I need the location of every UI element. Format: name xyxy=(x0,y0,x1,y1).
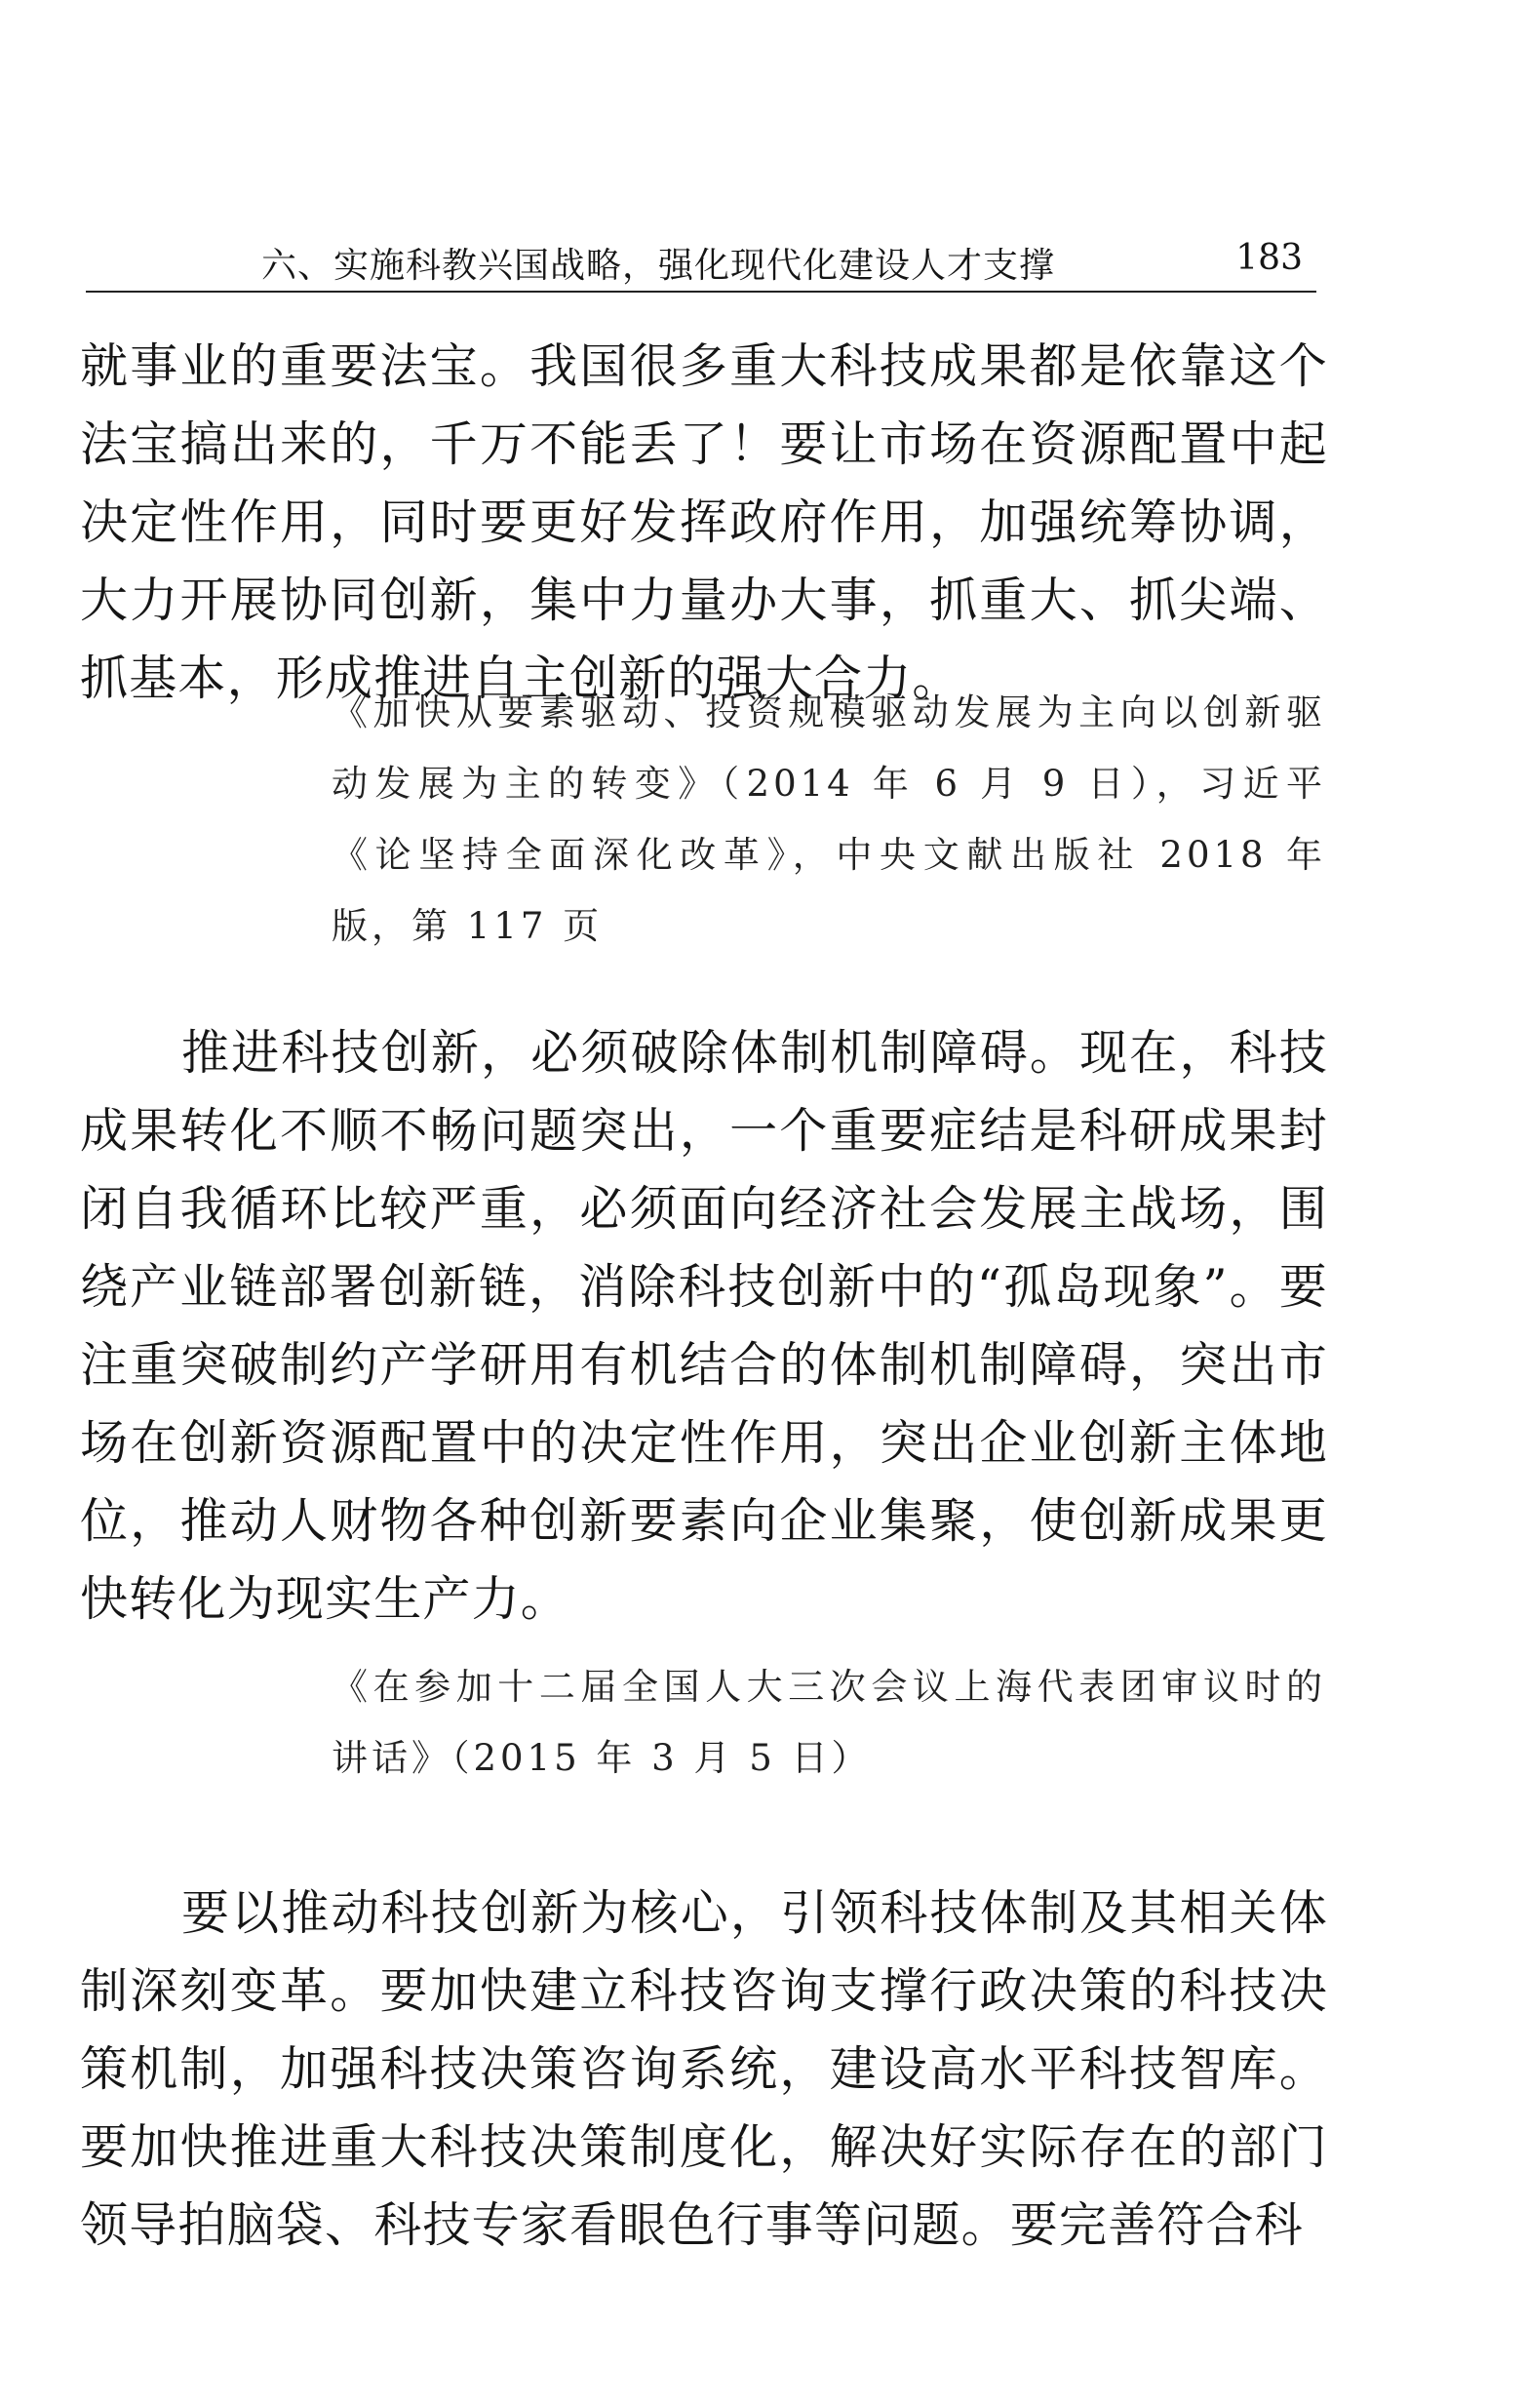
source-citation: 《在参加十二届全国人大三次会议上海代表团审议时的讲话》（2015 年 3 月 5 日） xyxy=(332,1666,1326,1779)
running-header xyxy=(86,232,1316,293)
source-citation: 《加快从要素驱动、投资规模驱动发展为主向以创新驱动发展为主的转变》（2014 年 6 月 9 日），习近平《论坚持全面深化改革》，中央文献出版社 2018 年版，第 117 页 xyxy=(332,691,1326,947)
body-paragraph: 要以推动科技创新为核心，引领科技体制及其相关体制深刻变革。要加快建立科技咨询支撑行政决策的科技决策机制，加强科技决策咨询系统，建设高水平科技智库。要加快推进重大科技决策制度化，解决好实际存在的部门领导拍脑袋、科技专家看眼色行事等问题。要完善符合科 xyxy=(80,1885,1328,2253)
body-paragraph-continued: 就事业的重要法宝。我国很多重大科技成果都是依靠这个法宝搞出来的，千万不能丢了！要让市场在资源配置中起决定性作用，同时要更好发挥政府作用，加强统筹协调，大力开展协同创新，集中力量办大事，抓重大、抓尖端、抓基本，形成推进自主创新的强大合力。 xyxy=(80,338,1328,706)
running-title: 六、实施科教兴国战略，强化现代化建设人才支撑 xyxy=(261,246,1056,286)
body-paragraph: 推进科技创新，必须破除体制机制障碍。现在，科技成果转化不顺不畅问题突出，一个重要症结是科研成果封闭自我循环比较严重，必须面向经济社会发展主战场，围绕产业链部署创新链，消除科技创新中的“孤岛现象”。要注重突破制约产学研用有机结合的体制机制障碍，突出市场在创新资源配置中的决定性作用，突出企业创新主体地位，推动人财物各种创新要素向企业集聚，使创新成果更快转化为现实生产力。 xyxy=(80,1025,1328,1627)
page-number: 183 xyxy=(1235,238,1303,278)
